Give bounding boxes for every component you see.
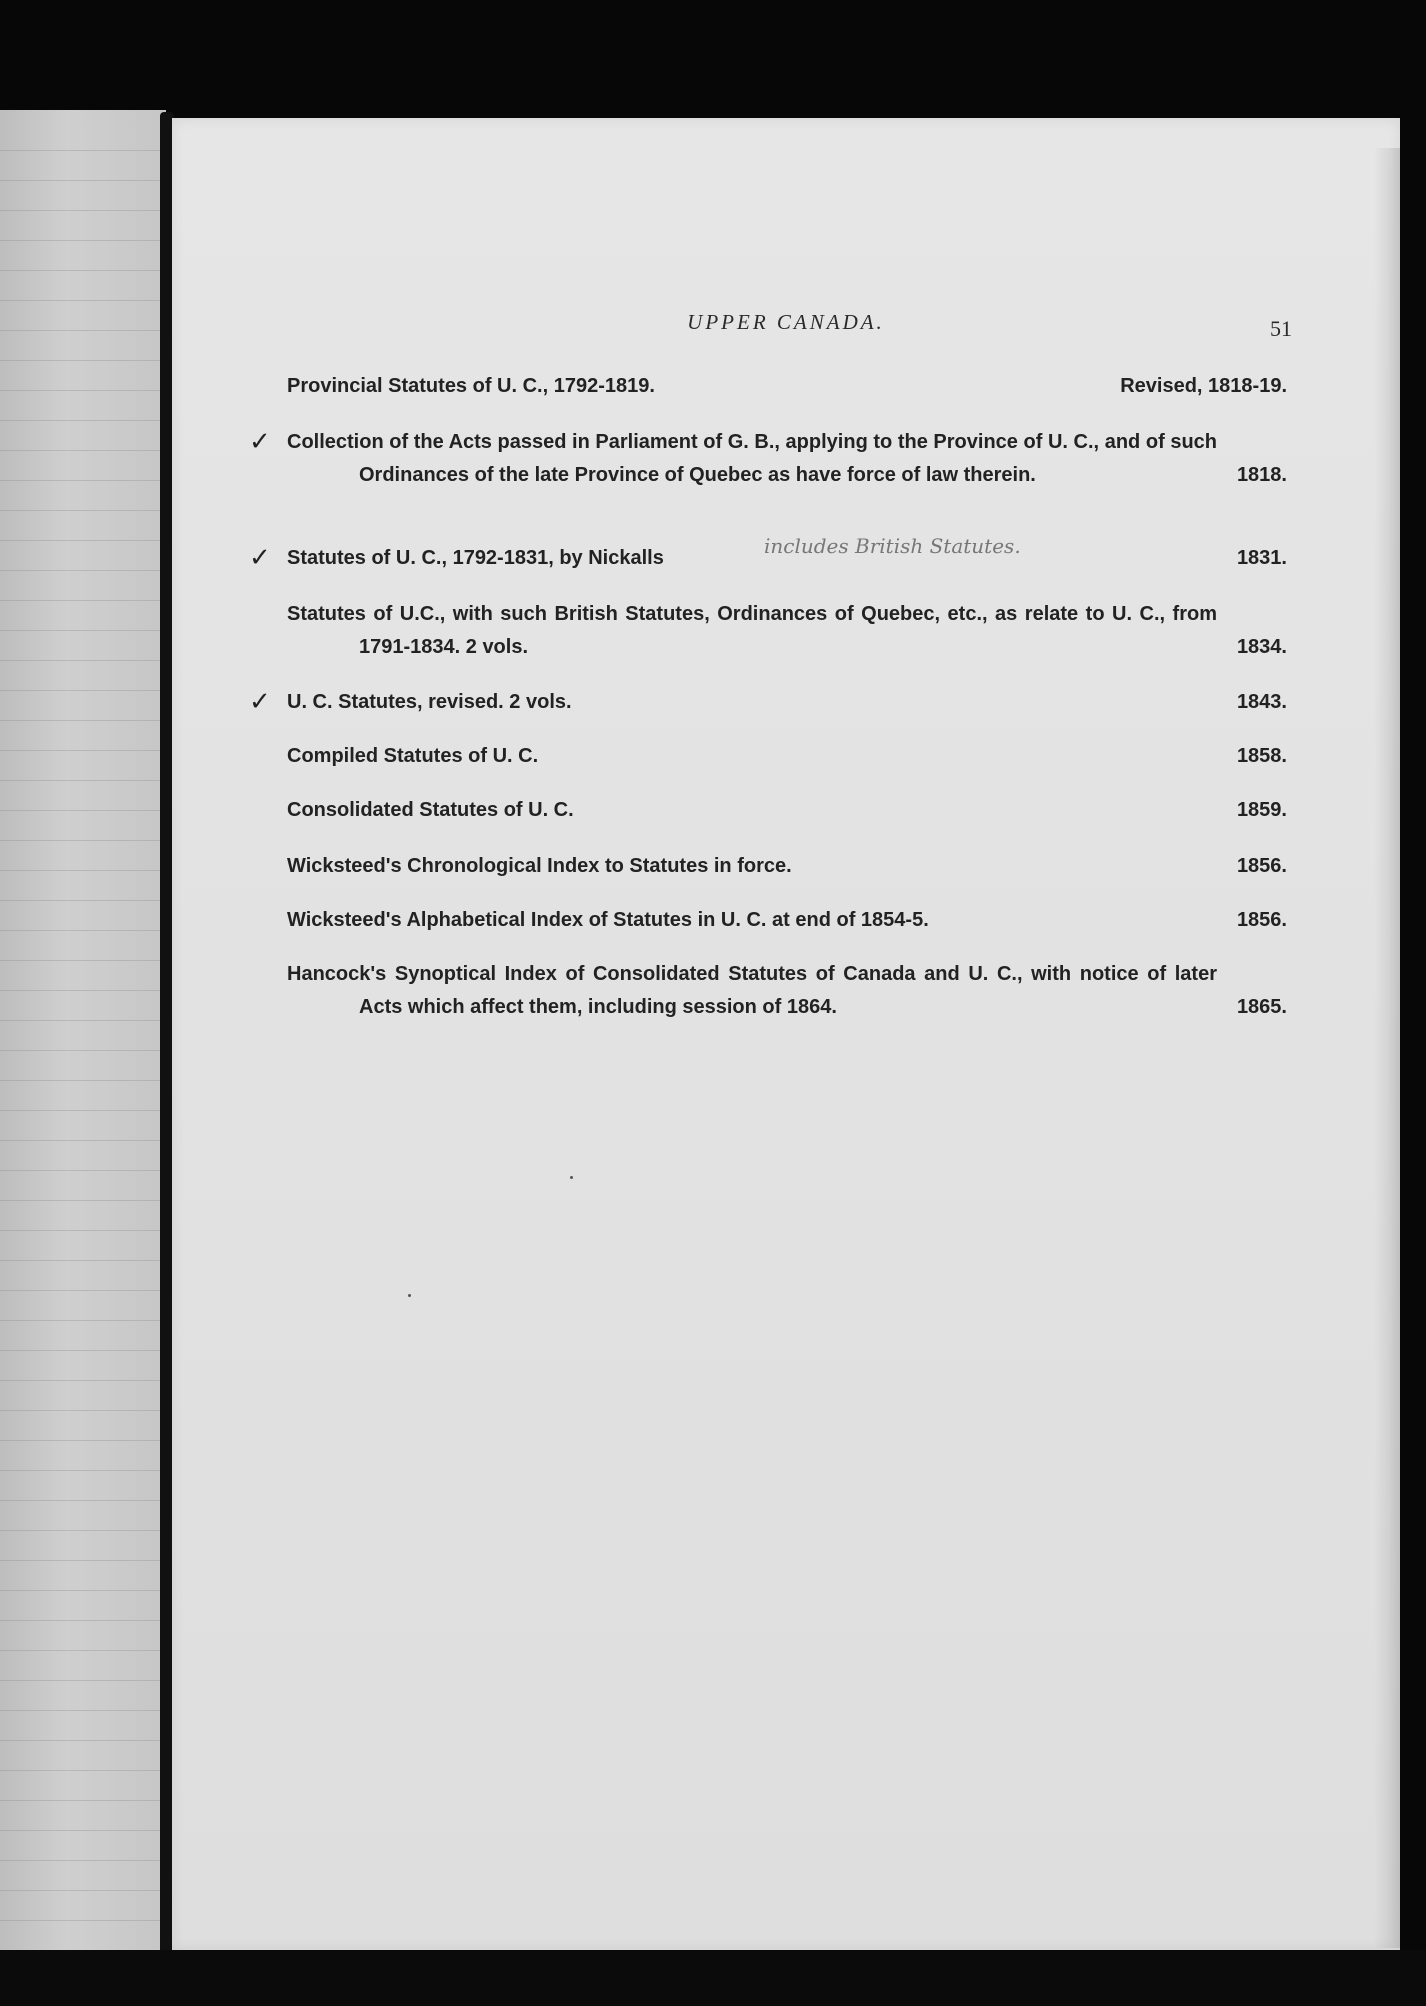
entry-year: Revised, 1818-19. (1120, 375, 1287, 397)
ruled-line (0, 1350, 166, 1351)
ruled-line (0, 630, 166, 631)
entry-text: Consolidated Statutes of U. C. (287, 799, 574, 821)
ruled-line (0, 1140, 166, 1141)
ruled-line (0, 300, 166, 301)
statute-entry (287, 794, 1287, 827)
ruled-line (0, 150, 166, 151)
entry-year: 1859. (1236, 799, 1287, 821)
entry-year: 1865. (1236, 996, 1287, 1018)
statute-entry (287, 904, 1287, 937)
ruled-line (0, 180, 166, 181)
entry-text: Compiled Statutes of U. C. (287, 745, 539, 767)
ruled-line (0, 1620, 166, 1621)
statute-entry (287, 850, 1287, 883)
ruled-line (0, 1260, 166, 1261)
ruled-line (0, 1320, 166, 1321)
ruled-line (0, 720, 166, 721)
book-page (172, 118, 1400, 1950)
statute-entry (287, 740, 1287, 773)
ruled-line (0, 900, 166, 901)
ruled-line (0, 1590, 166, 1591)
scan-background-bottom (0, 1950, 1426, 2006)
ruled-line (0, 870, 166, 871)
ruled-line (0, 810, 166, 811)
entry-year: 1818. (1236, 464, 1287, 486)
statute-entry (287, 598, 1287, 664)
ruled-line (0, 210, 166, 211)
entry-year: 1856. (1236, 909, 1287, 931)
ruled-line (0, 780, 166, 781)
ruled-line (0, 1020, 166, 1021)
paper-speck (408, 1294, 411, 1297)
entry-year: 1858. (1236, 745, 1287, 767)
entry-year: 1831. (1236, 547, 1287, 569)
ruled-line (0, 390, 166, 391)
ruled-line (0, 1740, 166, 1741)
ruled-line (0, 1830, 166, 1831)
ruled-line (0, 1860, 166, 1861)
entry-text: Provincial Statutes of U. C., 1792-1819. (287, 375, 655, 397)
ruled-line (0, 1110, 166, 1111)
ruled-line (0, 1230, 166, 1231)
ruled-line (0, 1380, 166, 1381)
entry-text: Wicksteed's Alphabetical Index of Statutes in U. C. at end of 1854-5. (287, 909, 929, 931)
ruled-line (0, 1200, 166, 1201)
ruled-line (0, 1770, 166, 1771)
ruled-line (0, 270, 166, 271)
ruled-line (0, 990, 166, 991)
running-header: UPPER CANADA. (687, 310, 885, 334)
entry-year: 1834. (1236, 636, 1287, 658)
ruled-line (0, 1530, 166, 1531)
ruled-line (0, 1680, 166, 1681)
paper-speck (570, 1176, 573, 1179)
page-number: 51 (1270, 316, 1292, 341)
ruled-line (0, 360, 166, 361)
ruled-line (0, 540, 166, 541)
statute-entry (287, 370, 1287, 403)
statute-entry (287, 958, 1287, 1024)
statute-entry (249, 426, 1287, 492)
ruled-line (0, 330, 166, 331)
entry-text: Wicksteed's Chronological Index to Statutes in force. (287, 855, 792, 877)
ruled-line (0, 840, 166, 841)
ruled-line (0, 1710, 166, 1711)
check-mark-icon: ✓ (249, 543, 271, 573)
ruled-line (0, 600, 166, 601)
entry-year: 1843. (1236, 691, 1287, 713)
ruled-line (0, 1290, 166, 1291)
statute-entry (249, 686, 1287, 719)
ruled-line (0, 1800, 166, 1801)
ruled-line (0, 1170, 166, 1171)
ruled-line (0, 240, 166, 241)
handwritten-annotation: includes British Statutes. (764, 534, 1021, 558)
entry-text: Statutes of U. C., 1792-1831, by Nickalls (287, 547, 664, 569)
ruled-line (0, 1440, 166, 1441)
ruled-line (0, 750, 166, 751)
ruled-line (0, 660, 166, 661)
ruled-line (0, 1560, 166, 1561)
check-mark-icon: ✓ (249, 427, 271, 457)
entry-text: Statutes of U.C., with such British Statutes, Ordinances of Quebec, etc., as relate to U. C., from 1791-1834. 2 vols. (287, 603, 1217, 658)
facing-page-edge (0, 110, 166, 1950)
ruled-line (0, 690, 166, 691)
ruled-line (0, 1920, 166, 1921)
ruled-line (0, 1050, 166, 1051)
ruled-line (0, 1410, 166, 1411)
entry-text: Hancock's Synoptical Index of Consolidated Statutes of Canada and U. C., with notice of later Acts which affect them, including session of 1864. (287, 963, 1217, 1018)
ruled-line (0, 570, 166, 571)
ruled-line (0, 420, 166, 421)
ruled-line (0, 510, 166, 511)
ruled-line (0, 450, 166, 451)
ruled-line (0, 1650, 166, 1651)
entry-year: 1856. (1236, 855, 1287, 877)
entry-text: Collection of the Acts passed in Parliament of G. B., applying to the Province of U. C., and of such Ordinances of the late Province of Quebec as have force of law therein. (287, 431, 1217, 486)
ruled-line (0, 930, 166, 931)
ruled-line (0, 960, 166, 961)
check-mark-icon: ✓ (249, 687, 271, 717)
entry-text: U. C. Statutes, revised. 2 vols. (287, 691, 572, 713)
ruled-line (0, 1470, 166, 1471)
ruled-line (0, 1890, 166, 1891)
ruled-line (0, 1500, 166, 1501)
ruled-line (0, 1080, 166, 1081)
ruled-line (0, 480, 166, 481)
